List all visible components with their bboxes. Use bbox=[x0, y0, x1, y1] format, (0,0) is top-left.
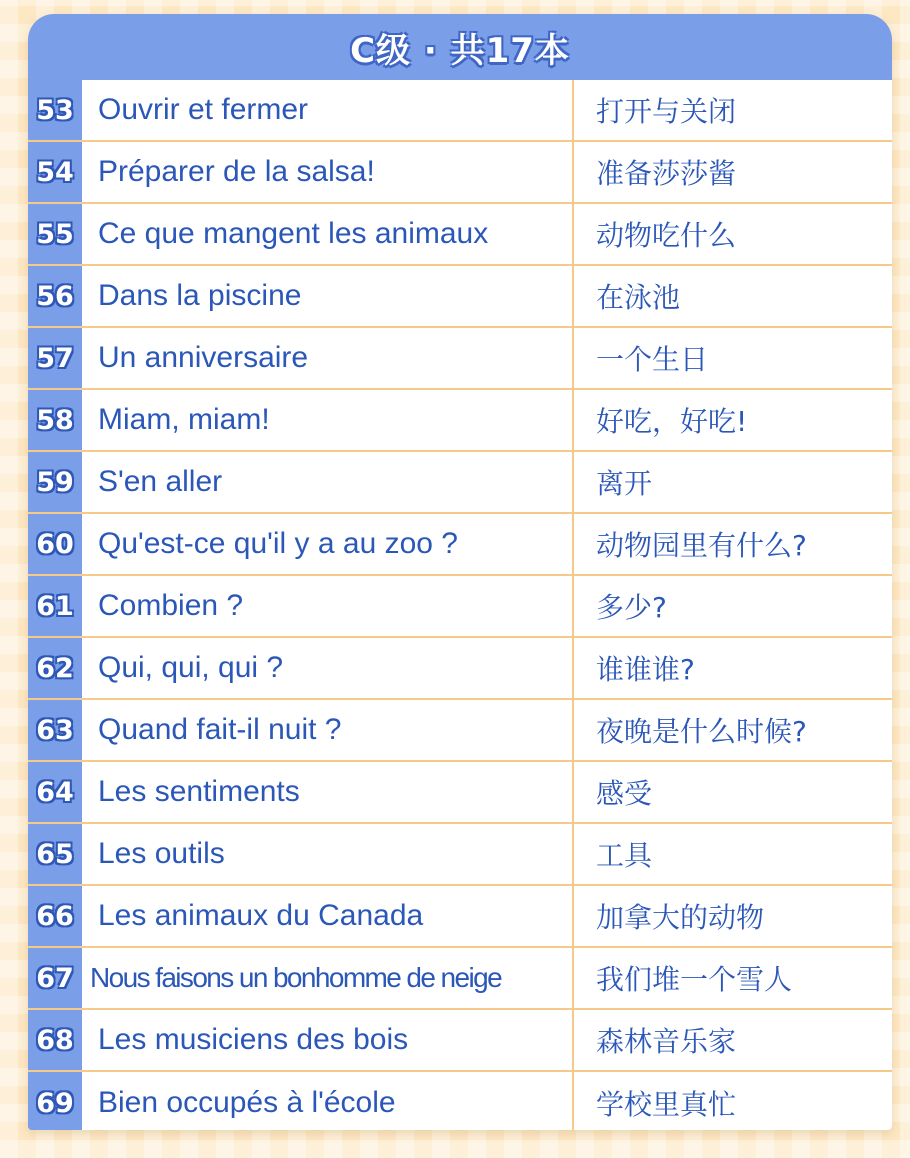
chinese-title: 夜晚是什么时候? bbox=[574, 700, 892, 760]
level-header bbox=[28, 14, 892, 80]
chinese-title: 谁谁谁? bbox=[574, 638, 892, 698]
table-row bbox=[28, 80, 892, 142]
chinese-title: 动物园里有什么? bbox=[574, 514, 892, 574]
table-row bbox=[28, 886, 892, 948]
table-row bbox=[28, 576, 892, 638]
french-title: Les outils bbox=[82, 824, 574, 884]
french-title: Les sentiments bbox=[82, 762, 574, 822]
book-list-card bbox=[28, 14, 892, 1130]
book-number: 57 bbox=[28, 328, 82, 388]
chinese-title: 学校里真忙 bbox=[574, 1072, 892, 1130]
table-row bbox=[28, 824, 892, 886]
book-number: 58 bbox=[28, 390, 82, 450]
chinese-title: 准备莎莎酱 bbox=[574, 142, 892, 202]
table-row bbox=[28, 1072, 892, 1130]
book-number: 62 bbox=[28, 638, 82, 698]
chinese-title: 森林音乐家 bbox=[574, 1010, 892, 1070]
chinese-title: 一个生日 bbox=[574, 328, 892, 388]
book-number: 65 bbox=[28, 824, 82, 884]
table-row bbox=[28, 514, 892, 576]
book-number: 66 bbox=[28, 886, 82, 946]
french-title: Les animaux du Canada bbox=[82, 886, 574, 946]
french-title: Combien ? bbox=[82, 576, 574, 636]
table-row bbox=[28, 390, 892, 452]
french-title: Nous faisons un bonhomme de neige bbox=[82, 948, 574, 1008]
french-title: Miam, miam! bbox=[82, 390, 574, 450]
book-number: 63 bbox=[28, 700, 82, 760]
french-title: Préparer de la salsa! bbox=[82, 142, 574, 202]
french-title: Quand fait-il nuit ? bbox=[82, 700, 574, 760]
book-number: 59 bbox=[28, 452, 82, 512]
book-number: 69 bbox=[28, 1072, 82, 1130]
table-row bbox=[28, 204, 892, 266]
french-title: Bien occupés à l'école bbox=[82, 1072, 574, 1130]
french-title: S'en aller bbox=[82, 452, 574, 512]
chinese-title: 在泳池 bbox=[574, 266, 892, 326]
french-title: Un anniversaire bbox=[82, 328, 574, 388]
book-number: 67 bbox=[28, 948, 82, 1008]
book-number: 60 bbox=[28, 514, 82, 574]
french-title: Les musiciens des bois bbox=[82, 1010, 574, 1070]
chinese-title: 离开 bbox=[574, 452, 892, 512]
table-row bbox=[28, 452, 892, 514]
chinese-title: 打开与关闭 bbox=[574, 80, 892, 140]
book-number: 61 bbox=[28, 576, 82, 636]
chinese-title: 我们堆一个雪人 bbox=[574, 948, 892, 1008]
book-number: 68 bbox=[28, 1010, 82, 1070]
chinese-title: 多少? bbox=[574, 576, 892, 636]
book-number: 53 bbox=[28, 80, 82, 140]
french-title: Ce que mangent les animaux bbox=[82, 204, 574, 264]
level-title: C级 · 共17本 bbox=[350, 30, 570, 71]
book-number: 55 bbox=[28, 204, 82, 264]
chinese-title: 动物吃什么 bbox=[574, 204, 892, 264]
chinese-title: 好吃，好吃! bbox=[574, 390, 892, 450]
book-table bbox=[28, 80, 892, 1130]
french-title: Qui, qui, qui ? bbox=[82, 638, 574, 698]
table-row bbox=[28, 1010, 892, 1072]
chinese-title: 加拿大的动物 bbox=[574, 886, 892, 946]
book-number: 54 bbox=[28, 142, 82, 202]
table-row bbox=[28, 142, 892, 204]
table-row bbox=[28, 328, 892, 390]
chinese-title: 工具 bbox=[574, 824, 892, 884]
french-title: Dans la piscine bbox=[82, 266, 574, 326]
chinese-title: 感受 bbox=[574, 762, 892, 822]
table-row bbox=[28, 700, 892, 762]
table-row bbox=[28, 762, 892, 824]
book-number: 64 bbox=[28, 762, 82, 822]
table-row bbox=[28, 266, 892, 328]
table-row bbox=[28, 638, 892, 700]
book-number: 56 bbox=[28, 266, 82, 326]
french-title: Ouvrir et fermer bbox=[82, 80, 574, 140]
french-title: Qu'est-ce qu'il y a au zoo ? bbox=[82, 514, 574, 574]
table-row bbox=[28, 948, 892, 1010]
